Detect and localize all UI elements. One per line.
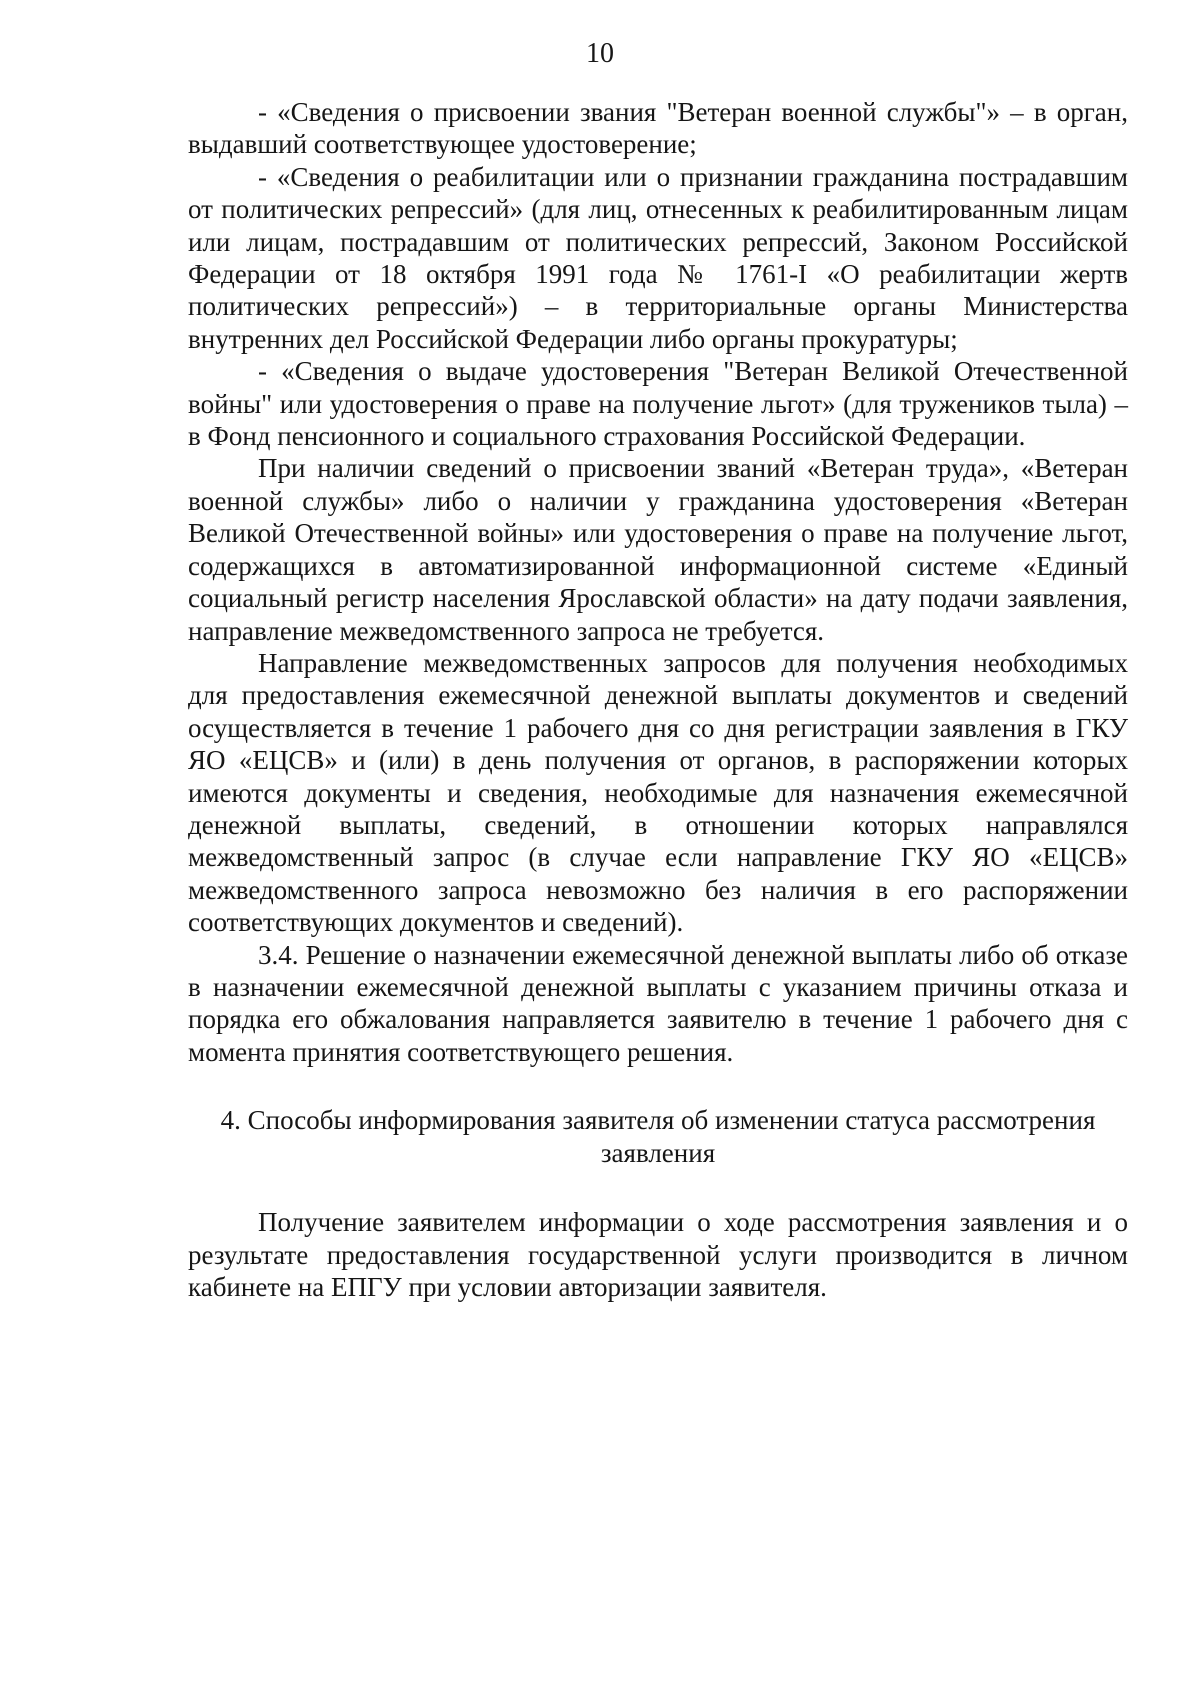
section-heading: 4. Способы информирования заявителя об изменении статуса рассмотрения заявления xyxy=(220,1105,1096,1169)
paragraph-informing-applicant: Получение заявителем информации о ходе рассмотрения заявления и о результате предоставления государственной услуги производится в личном кабинете на ЕПГУ при условии авторизации заявителя. xyxy=(188,1207,1128,1302)
paragraph-veteran-military-service: - «Сведения о присвоении звания "Ветеран военной службы"» – в орган, выдавший соответствующее удостоверение; xyxy=(188,97,1128,160)
paragraph-interagency-requests: Направление межведомственных запросов для получения необходимых для предоставления ежемесячной денежной выплаты документов и сведений осуществляется в течение 1 рабочего дня со дня регистрации заявления в ГКУ ЯО «ЕЦСВ» и (или) в день получения от органов, в распоряжении которых имеются документы и сведения, необходимые для назначения ежемесячной денежной выплаты, сведений, в отношении которых направлялся межведомственный запрос (в случае если направление ГКУ ЯО «ЕЦСВ» межведомственного запроса невозможно без наличия в его распоряжении соответствующих документов и сведений). xyxy=(188,647,1128,938)
paragraph-rehabilitation: - «Сведения о реабилитации или о признании гражданина пострадавшим от политических репрессий» (для лиц, отнесенных к реабилитированным лицам или лицам, пострадавшим от политических репрессий, Законом Российской Федерации от 18 октября 1991 года № 1761-I «О реабилитации жертв политических репрессий») – в территориальные органы Министерства внутренних дел Российской Федерации либо органы прокуратуры; xyxy=(188,161,1128,354)
paragraph-wwii-veteran-certificate: - «Сведения о выдаче удостоверения "Ветеран Великой Отечественной войны" или удостоверения о праве на получение льгот» (для тружеников тыла) – в Фонд пенсионного и социального страхования Российской Федерации. xyxy=(188,356,1128,452)
paragraph-decision-3-4: 3.4. Решение о назначении ежемесячной денежной выплаты либо об отказе в назначении ежемесячной денежной выплаты с указанием причины отказа и порядка его обжалования направляется заявителю в течение 1 рабочего дня с момента принятия соответствующего решения. xyxy=(188,939,1128,1067)
document-body xyxy=(188,96,1128,1303)
page-number: 10 xyxy=(586,38,614,69)
paragraph-existing-records: При наличии сведений о присвоении званий «Ветеран труда», «Ветеран военной службы» либо о наличии у гражданина удостоверения «Ветеран Великой Отечественной войны» или удостоверения о праве на получение льгот, содержащихся в автоматизированной информационной системе «Единый социальный регистр населения Ярославской области» на дату подачи заявления, направление межведомственного запроса не требуется. xyxy=(188,453,1128,646)
